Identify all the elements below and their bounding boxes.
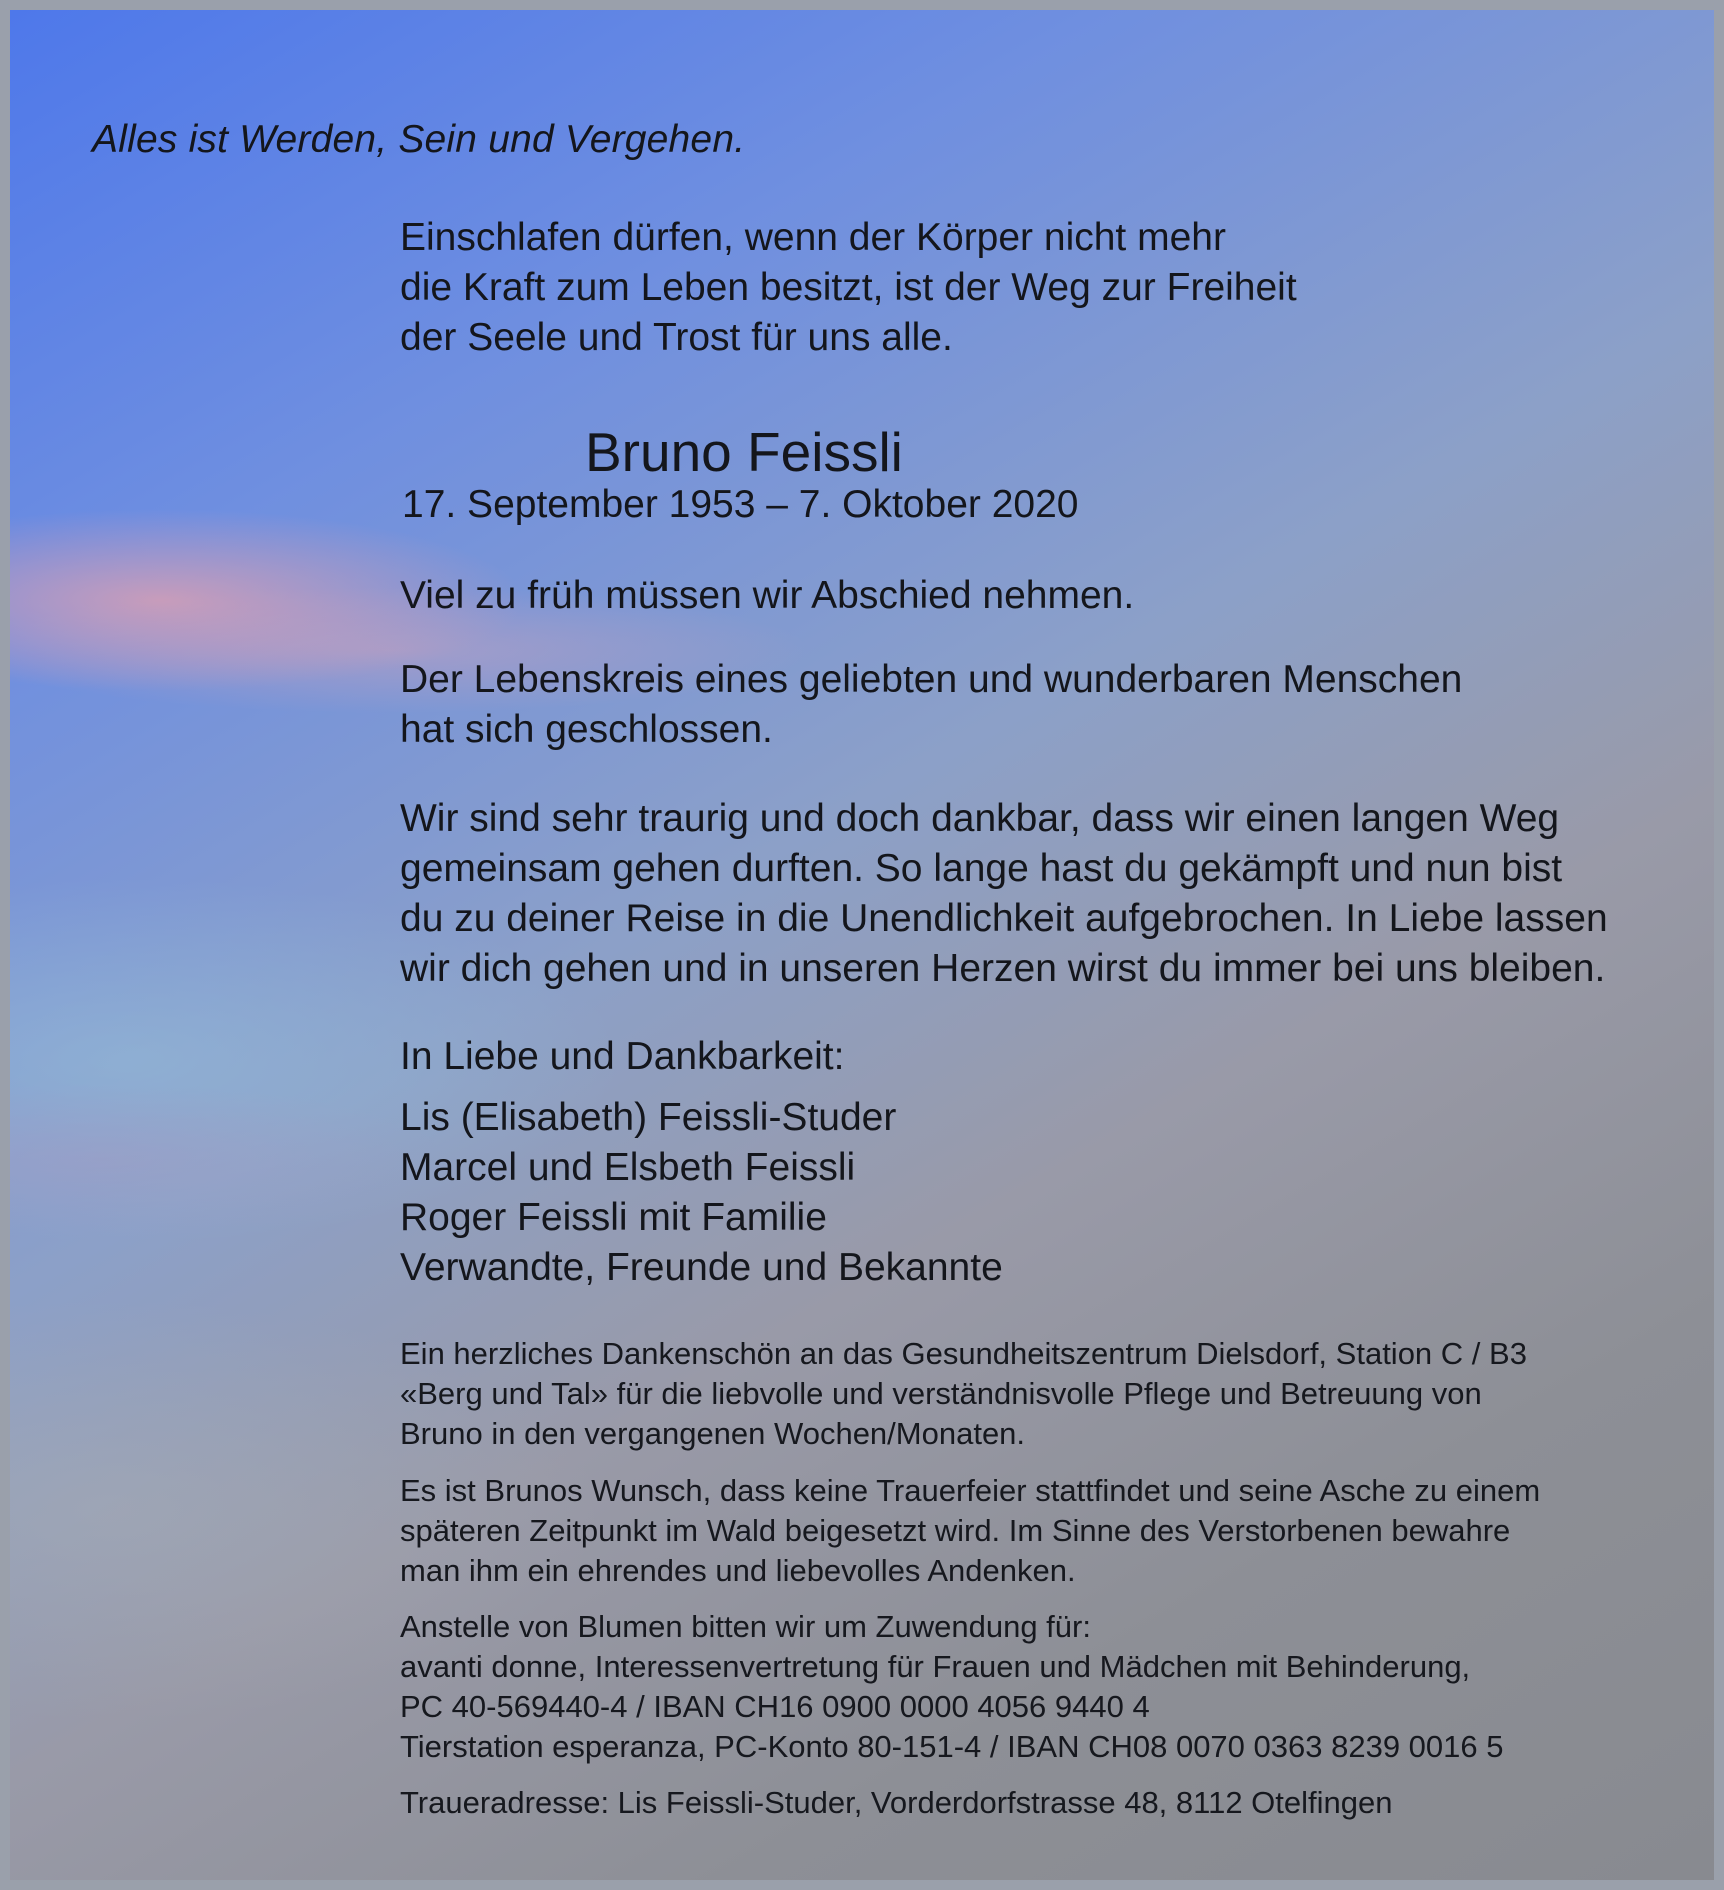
donation-line: PC 40-569440-4 / IBAN CH16 0900 0000 4056 9440 4 [400,1689,1150,1724]
donation-line: Anstelle von Blumen bitten wir um Zuwendung für: [400,1609,1091,1644]
wish-line: man ihm ein ehrendes und liebevolles Andenken. [400,1553,1076,1588]
deceased-name: Bruno Feissli [585,421,903,483]
wish-line: späteren Zeitpunkt im Wald beigesetzt wird. Im Sinne des Verstorbenen bewahre [400,1513,1511,1548]
farewell-line: Viel zu früh müssen wir Abschied nehmen. [400,574,1135,617]
donation-line: avanti donne, Interessenvertretung für Frauen und Mädchen mit Behinderung, [400,1649,1471,1684]
life-circle-paragraph [400,655,1462,755]
donation-paragraph [400,1607,1504,1767]
mourner-name: Roger Feissli mit Familie [400,1196,827,1239]
thanks-paragraph [400,1334,1527,1454]
motto-line: Alles ist Werden, Sein und Vergehen. [92,118,746,161]
intro-line: der Seele und Trost für uns alle. [400,316,953,359]
mourner-name: Lis (Elisabeth) Feissli-Studer [400,1096,897,1139]
thanks-line: Bruno in den vergangenen Wochen/Monaten. [400,1416,1026,1451]
wish-line: Es ist Brunos Wunsch, dass keine Trauerfeier stattfindet und seine Asche zu einem [400,1473,1541,1508]
thanks-line: Ein herzliches Dankenschön an das Gesundheitszentrum Dielsdorf, Station C / B3 [400,1336,1527,1371]
intro-line: Einschlafen dürfen, wenn der Körper nicht mehr [400,216,1226,259]
mourners-list [400,1093,1003,1293]
mourner-name: Verwandte, Freunde und Bekannte [400,1246,1003,1289]
circle-line: hat sich geschlossen. [400,708,773,751]
gratitude-line: gemeinsam gehen durften. So lange hast du gekämpft und nun bist [400,847,1563,890]
mourners-heading: In Liebe und Dankbarkeit: [400,1035,845,1078]
intro-paragraph [400,213,1297,363]
circle-line: Der Lebenskreis eines geliebten und wunderbaren Menschen [400,658,1463,701]
gratitude-line: wir dich gehen und in unseren Herzen wirst du immer bei uns bleiben. [400,947,1606,990]
intro-line: die Kraft zum Leben besitzt, ist der Weg zur Freiheit [400,266,1297,309]
gratitude-line: Wir sind sehr traurig und doch dankbar, dass wir einen langen Weg [400,797,1560,840]
thanks-line: «Berg und Tal» für die liebvolle und verständnisvolle Pflege und Betreuung von [400,1376,1482,1411]
mourner-name: Marcel und Elsbeth Feissli [400,1146,856,1189]
gratitude-paragraph [400,794,1608,994]
mourning-address: Traueradresse: Lis Feissli-Studer, Vorderdorfstrasse 48, 8112 Otelfingen [400,1785,1393,1820]
gratitude-line: du zu deiner Reise in die Unendlichkeit aufgebrochen. In Liebe lassen [400,897,1608,940]
donation-line: Tierstation esperanza, PC-Konto 80-151-4 / IBAN CH08 0070 0363 8239 0016 5 [400,1729,1504,1764]
wish-paragraph [400,1471,1540,1591]
life-dates: 17. September 1953 – 7. Oktober 2020 [402,483,1079,526]
